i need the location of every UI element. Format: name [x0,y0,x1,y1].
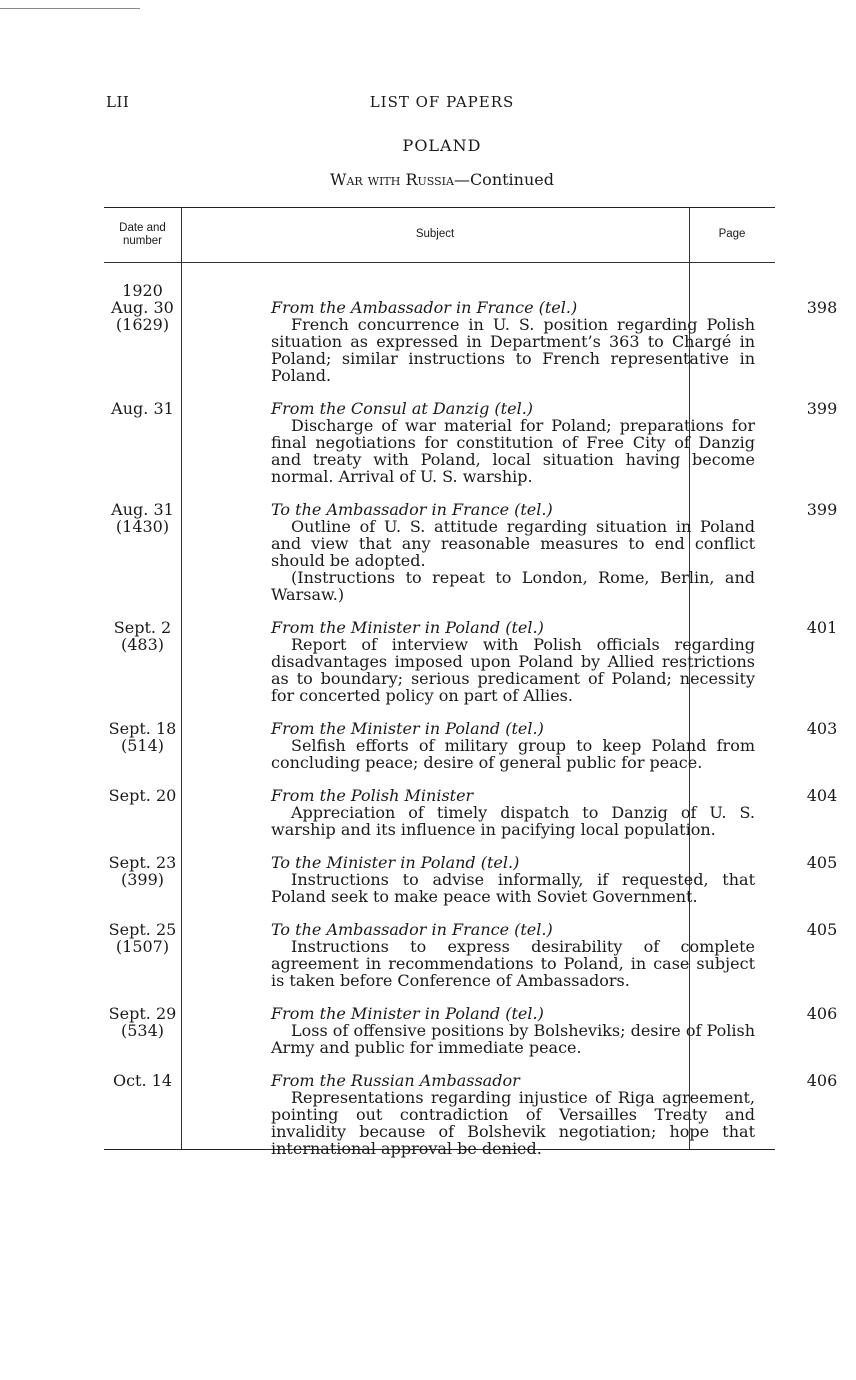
date-cell [104,720,181,771]
entry-title: From the Russian Ambassador [271,1071,520,1090]
entry-description-text: Representations regarding injustice of Riga agreement, pointing out contradiction of Versailles Treaty and invalidity because of Bolshevik negotiation; hope that international approval be denied. [271,1088,755,1158]
table-row [104,719,838,772]
table-row [104,920,838,990]
page-reference: 403 [806,719,838,738]
page-number: LII [106,93,130,111]
table-row [104,298,838,385]
subject-cell [271,619,755,704]
column-header-date: Date and number [119,222,166,247]
entry-title: From the Minister in Poland (tel.) [271,719,544,738]
subject-cell [271,787,755,838]
entry-date: Sept. 29 [108,1004,177,1023]
subject-cell [271,1072,755,1157]
year-label: 1920 [122,281,163,300]
page-reference: 406 [806,1004,838,1023]
entry-description-text: Loss of offensive positions by Bolsheviks; desire of Polish Army and public for immediate peace. [271,1021,755,1057]
entry-title: From the Polish Minister [271,786,474,805]
entry-date: Sept. 23 [108,853,177,872]
subject-cell [271,720,755,771]
entry-description [271,737,755,771]
entry-description-text: Selfish efforts of military group to keep Poland from concluding peace; desire of general public for peace. [271,736,755,772]
entry-description [271,316,755,384]
entry-description [271,804,755,838]
entry-number: (534) [120,1021,165,1040]
entry-description-text: Instructions to express desirability of complete agreement in recommendations to Poland, in case subject is taken before Conference of Ambassadors. [271,937,755,990]
entry-description-text: Instructions to advise informally, if requested, that Poland seek to make peace with Soviet Government. [271,870,755,906]
table-row [104,1071,838,1158]
date-cell [104,787,181,838]
entry-description [271,636,755,704]
entry-number: (1430) [115,517,170,536]
entry-number: (1507) [115,937,170,956]
page-reference: 405 [806,920,838,939]
table-row [104,399,838,486]
date-cell [104,921,181,989]
date-cell [104,619,181,704]
entry-date: Sept. 2 [113,618,172,637]
date-cell [104,501,181,603]
page-reference: 406 [806,1071,838,1090]
subject-cell [271,921,755,989]
entry-number: (514) [120,736,165,755]
table-row [104,853,838,906]
date-cell [104,400,181,485]
entry-description-text: Report of interview with Polish officials regarding disadvantages imposed upon Poland by Allied restrictions as to boundary; serious predicament of Poland; necessity for concerted policy on part of Allies. [271,635,755,705]
table-row [104,1004,838,1057]
date-cell [104,854,181,905]
subsection-title-tail: —Continued [453,170,554,189]
page-reference: 399 [806,399,838,418]
date-cell [104,299,181,384]
subject-cell [271,1005,755,1056]
entry-description [271,938,755,989]
entry-date: Sept. 18 [108,719,177,738]
entry-note [271,569,755,603]
entry-description [271,417,755,485]
entry-description-text: French concurrence in U. S. position regarding Polish situation as expressed in Department’s 363 to Chargé in Poland; similar instructions to French representative in Poland. [271,315,755,385]
date-cell [104,1072,181,1157]
page-reference: 401 [806,618,838,637]
entry-title: From the Consul at Danzig (tel.) [271,399,534,418]
table-header-rule [104,262,775,263]
entry-title: To the Minister in Poland (tel.) [271,853,520,872]
year-row [104,282,775,299]
column-header-page: Page [718,228,746,240]
page-reference: 405 [806,853,838,872]
entry-title: From the Minister in Poland (tel.) [271,1004,544,1023]
entry-description [271,871,755,905]
page-reference: 404 [806,786,838,805]
entry-number: (399) [120,870,165,889]
entry-number: (483) [120,635,165,654]
entry-title: From the Ambassador in France (tel.) [271,298,578,317]
running-head: LIST OF PAPERS [369,93,515,111]
date-cell [104,1005,181,1056]
papers-table [104,207,838,1158]
page-reference: 399 [806,500,838,519]
table-row [104,618,838,705]
top-edge-rule [0,8,140,9]
subsection-title-main: War with Russia [330,170,454,189]
entry-description [271,518,755,569]
entry-description-text: Outline of U. S. attitude regarding situation in Poland and view that any reasonable measures to end conflict should be adopted. [271,517,755,570]
table-row [104,500,838,604]
table-body [104,281,838,1173]
entry-date: Sept. 25 [108,920,177,939]
entry-number: (1629) [115,315,170,334]
subject-cell [271,400,755,485]
section-title: POLAND [402,136,482,155]
entry-description [271,1022,755,1056]
entry-description [271,1089,755,1157]
entry-title: To the Ambassador in France (tel.) [271,920,553,939]
subsection-title [0,170,856,189]
entry-date: Aug. 31 [111,500,174,519]
entry-title: From the Minister in Poland (tel.) [271,618,544,637]
entry-description-text: Appreciation of timely dispatch to Danzig of U. S. warship and its influence in pacifying local population. [271,803,755,839]
table-row [104,786,838,839]
column-header-subject: Subject [415,228,455,240]
entry-date: Aug. 31 [111,399,174,418]
page-reference: 398 [806,298,838,317]
entry-date: Sept. 20 [108,786,177,805]
entry-date: Oct. 14 [112,1071,173,1090]
subject-cell [271,299,755,384]
subject-cell [271,501,755,603]
entry-description-text: Discharge of war material for Poland; preparations for final negotiations for constitution of Free City of Danzig and treaty with Poland, local situation having become normal. Arrival of U. S. warship. [271,416,755,486]
subject-cell [271,854,755,905]
entry-note-text: (Instructions to repeat to London, Rome, Berlin, and Warsaw.) [271,568,755,604]
entry-date: Aug. 30 [111,298,174,317]
entry-title: To the Ambassador in France (tel.) [271,500,553,519]
